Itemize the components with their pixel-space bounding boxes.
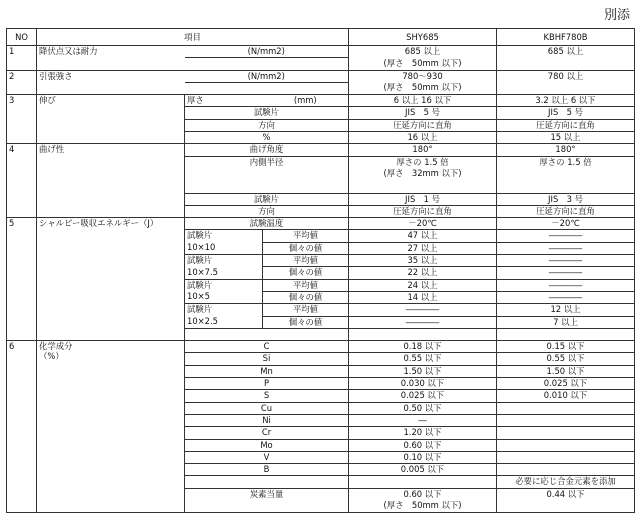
table-cell: Cu [185, 402, 349, 414]
table-cell: 780～930 [349, 70, 497, 82]
table-cell: JIS 1 号 [349, 193, 497, 205]
table-cell: 685 以上 [497, 46, 635, 71]
table-cell: 24 以上 [349, 279, 497, 291]
table-cell: (厚さ 32mm 以下) [349, 168, 497, 180]
table-cell: JIS 5 号 [497, 107, 635, 119]
table-cell: ―――― [349, 316, 497, 328]
table-cell: ―――― [349, 304, 497, 316]
table-cell: 内側半径 [185, 156, 349, 168]
table-cell: 35 以上 [349, 255, 497, 267]
table-cell: 試験片 [185, 279, 263, 291]
header-shy685: SHY685 [349, 29, 497, 46]
table-cell: 15 以上 [497, 132, 635, 144]
table-cell: ―――― [497, 230, 635, 242]
table-cell: 平均値 [263, 230, 349, 242]
table-cell: 6 [7, 341, 37, 513]
table-cell [185, 476, 349, 488]
header-kbhf780b: KBHF780B [497, 29, 635, 46]
table-cell [497, 181, 635, 193]
table-cell: 7 以上 [497, 316, 635, 328]
table-cell: (厚さ 50mm 以下) [349, 82, 497, 94]
table-cell: ―――― [497, 291, 635, 303]
table-cell: 厚さ [185, 95, 263, 107]
table-row [7, 341, 635, 353]
table-cell: Mo [185, 439, 349, 451]
table-cell [185, 500, 349, 512]
table-cell: －20℃ [349, 218, 497, 230]
table-cell: 1 [7, 46, 37, 71]
table-cell: Si [185, 353, 349, 365]
table-cell: 5 [7, 218, 37, 341]
table-cell [497, 168, 635, 180]
table-cell: 降伏点又は耐力 [37, 46, 185, 71]
table-row [7, 218, 635, 230]
table-cell: 必要に応じ合金元素を添加 [497, 476, 635, 488]
table-cell: 厚さの 1.5 倍 [497, 156, 635, 168]
table-cell: 1.20 以下 [349, 427, 497, 439]
table-cell: ―――― [497, 242, 635, 254]
table-cell [185, 58, 349, 70]
table-cell: 試験片 [185, 230, 263, 242]
table-cell: 10×10 [185, 242, 263, 254]
table-cell: ― [349, 414, 497, 426]
table-cell: ―――― [497, 267, 635, 279]
table-row [7, 70, 635, 82]
table-cell: 0.60 以下 [349, 488, 497, 500]
table-cell: 780 以上 [497, 70, 635, 95]
table-cell: 0.030 以下 [349, 378, 497, 390]
table-cell: 2 [7, 70, 37, 95]
table-cell: 曲げ性 [37, 144, 185, 218]
table-cell: 12 以上 [497, 304, 635, 316]
table-cell: 0.50 以下 [349, 402, 497, 414]
table-cell: 平均値 [263, 304, 349, 316]
table-cell: 0.55 以下 [497, 353, 635, 365]
table-cell: (N/mm2) [185, 70, 349, 82]
table-cell [349, 328, 497, 340]
table-cell: 試験温度 [185, 218, 349, 230]
table-cell [497, 414, 635, 426]
table-cell: JIS 5 号 [349, 107, 497, 119]
header-no: NO [7, 29, 37, 46]
table-cell: 0.55 以下 [349, 353, 497, 365]
table-cell: 180° [497, 144, 635, 156]
spec-table [6, 28, 635, 513]
table-cell [497, 439, 635, 451]
table-cell: シャルピー吸収エネルギー（J） [37, 218, 185, 341]
table-cell: 厚さの 1.5 倍 [349, 156, 497, 168]
table-cell: 0.18 以下 [349, 341, 497, 353]
table-cell: Mn [185, 365, 349, 377]
table-cell [349, 476, 497, 488]
table-cell: 3 [7, 95, 37, 144]
table-cell [497, 464, 635, 476]
table-cell: 10×2.5 [185, 316, 263, 328]
table-cell: Cr [185, 427, 349, 439]
table-cell: 方向 [185, 119, 349, 131]
table-cell: 試験片 [185, 255, 263, 267]
table-cell: 平均値 [263, 279, 349, 291]
table-cell: 平均値 [263, 255, 349, 267]
table-cell: 685 以上 [349, 46, 497, 58]
table-cell: 10×5 [185, 291, 263, 303]
table-cell: % [185, 132, 349, 144]
table-cell: 圧延方向に直角 [349, 119, 497, 131]
table-cell: 伸び [37, 95, 185, 144]
table-cell: 0.025 以下 [349, 390, 497, 402]
table-cell: V [185, 451, 349, 463]
annex-label: 別添 [603, 8, 630, 23]
table-cell: －20℃ [497, 218, 635, 230]
table-cell: 0.60 以下 [349, 439, 497, 451]
table-cell: B [185, 464, 349, 476]
table-cell: 曲げ角度 [185, 144, 349, 156]
header-row [7, 29, 635, 46]
table-cell [497, 500, 635, 512]
table-cell [497, 328, 635, 340]
table-cell: 圧延方向に直角 [497, 205, 635, 217]
table-cell: 3.2 以上 6 以下 [497, 95, 635, 107]
table-cell: 22 以上 [349, 267, 497, 279]
table-cell: 0.44 以下 [497, 488, 635, 500]
table-cell: 圧延方向に直角 [349, 205, 497, 217]
table-cell [349, 181, 497, 193]
table-cell [185, 82, 349, 94]
table-cell: 0.15 以下 [497, 341, 635, 353]
table-cell: (厚さ 50mm 以下) [349, 58, 497, 70]
table-cell: (N/mm2) [185, 46, 349, 58]
table-cell: 引張強さ [37, 70, 185, 95]
table-cell: S [185, 390, 349, 402]
table-cell [185, 181, 349, 193]
table-cell: C [185, 341, 349, 353]
table-cell [497, 451, 635, 463]
table-cell: 4 [7, 144, 37, 218]
table-cell: 試験片 [185, 304, 263, 316]
table-cell: Ni [185, 414, 349, 426]
header-item: 項目 [37, 29, 349, 46]
table-cell: 試験片 [185, 107, 349, 119]
table-cell: 炭素当量 [185, 488, 349, 500]
table-cell: 試験片 [185, 193, 349, 205]
table-cell [497, 427, 635, 439]
table-cell: ―――― [497, 255, 635, 267]
table-cell: 圧延方向に直角 [497, 119, 635, 131]
table-cell: 0.010 以下 [497, 390, 635, 402]
table-cell [185, 168, 349, 180]
table-cell: 個々の値 [263, 291, 349, 303]
table-cell: 0.025 以下 [497, 378, 635, 390]
table-cell: 47 以上 [349, 230, 497, 242]
table-row [7, 95, 635, 107]
table-cell: ―――― [497, 279, 635, 291]
table-cell: 6 以上 16 以下 [349, 95, 497, 107]
table-cell: JIS 3 号 [497, 193, 635, 205]
table-cell: P [185, 378, 349, 390]
table-cell: 180° [349, 144, 497, 156]
table-cell: 個々の値 [263, 267, 349, 279]
table-cell: 10×7.5 [185, 267, 263, 279]
table-cell: 1.50 以下 [497, 365, 635, 377]
table-cell: 14 以上 [349, 291, 497, 303]
table-cell: 化学成分 （%） [37, 341, 185, 513]
table-cell [497, 402, 635, 414]
table-cell: 1.50 以下 [349, 365, 497, 377]
table-cell: 方向 [185, 205, 349, 217]
table-cell [185, 328, 349, 340]
table-cell: 0.005 以下 [349, 464, 497, 476]
table-row [7, 144, 635, 156]
table-cell: 27 以上 [349, 242, 497, 254]
table-cell: 16 以上 [349, 132, 497, 144]
table-cell: (mm) [263, 95, 349, 107]
table-cell: 0.10 以下 [349, 451, 497, 463]
table-cell: 個々の値 [263, 242, 349, 254]
table-row [7, 46, 635, 58]
table-cell: 個々の値 [263, 316, 349, 328]
table-cell: (厚さ 50mm 以下) [349, 500, 497, 512]
